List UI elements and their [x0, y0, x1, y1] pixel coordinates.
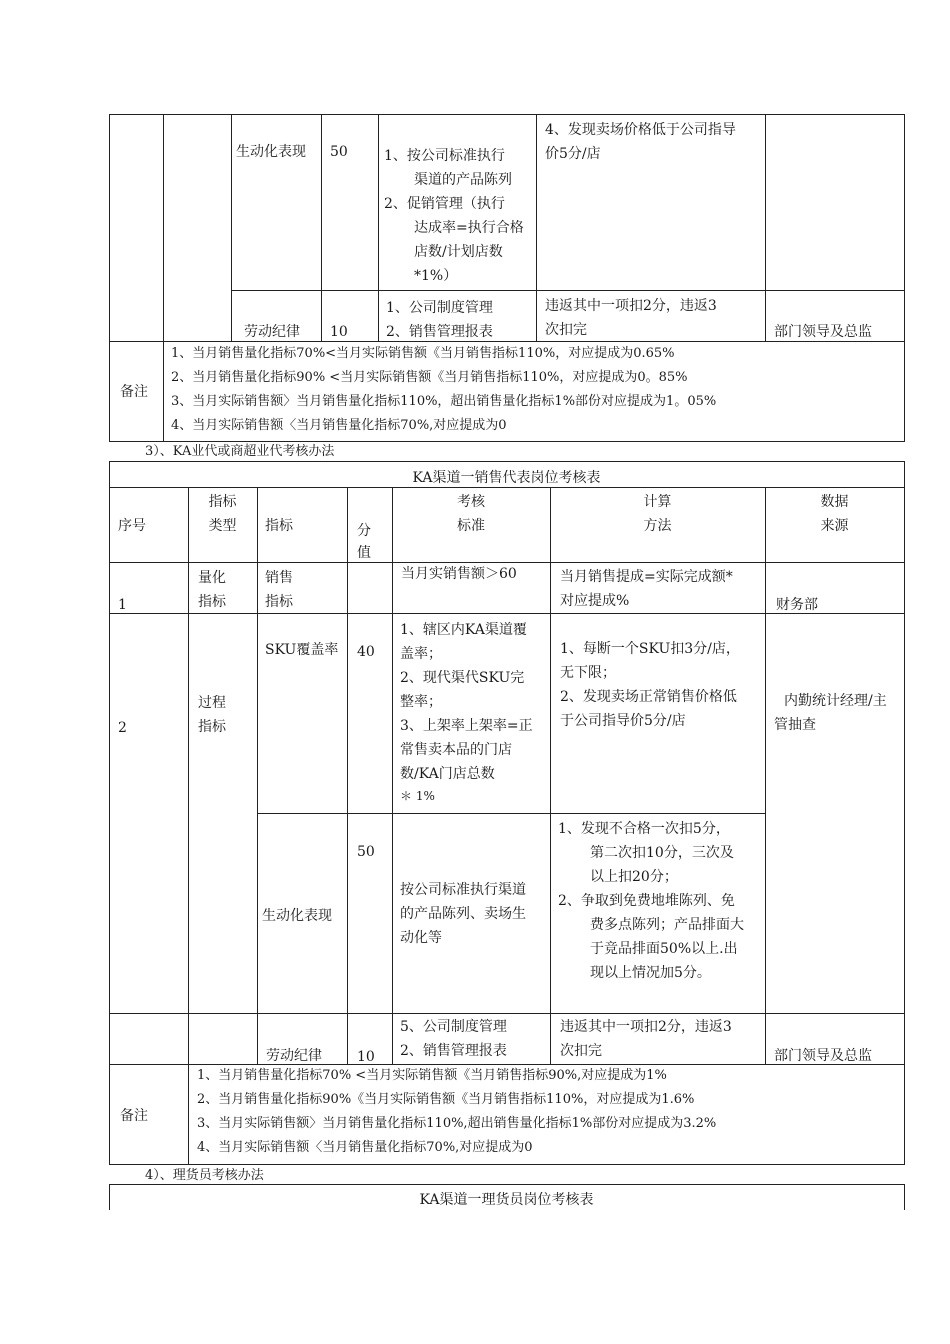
row-standard: 当月实销售额＞60	[401, 566, 517, 582]
method-cell: 违返其中一项扣2分，违返3 次扣完	[545, 298, 717, 338]
note-line: 2、当月销售量化指标90%《当月实际销售额《当月销售指标110%，对应提成为1.6%	[197, 1092, 695, 1107]
method-cell: 4、发现卖场价格低于公司指导 价5分/店	[545, 122, 736, 162]
row-indicator: 劳动纪律	[266, 1048, 322, 1064]
row-indicator: 销售 指标	[265, 570, 293, 610]
row-standard: 1、辖区内KA渠道覆 盖率； 2、现代渠代SKU完 整率； 3、上架率上架率=正 常售卖本品的门店 数/KA门店总数 ＊ 1%	[400, 622, 533, 803]
header-indicator: 指标	[265, 518, 293, 534]
row-seq: 1	[118, 597, 127, 613]
indicator-cell: 生动化表现	[236, 144, 306, 160]
header-standard: 考核 标准	[457, 494, 485, 534]
row-standard: 按公司标准执行渠道 的产品陈列、卖场生 动化等	[400, 882, 526, 946]
table-title: KA渠道一销售代表岗位考核表	[412, 470, 601, 486]
score-cell: 10	[330, 324, 348, 340]
row-type: 量化 指标	[198, 570, 226, 610]
notes-label: 备注	[120, 1108, 148, 1124]
score-cell: 50	[330, 144, 348, 160]
row-score: 50	[357, 844, 375, 860]
note-line: 1、当月销售量化指标70% <当月实际销售额《当月销售指标90%,对应提成为1%	[197, 1068, 667, 1083]
row-source: 部门领导及总监	[774, 1048, 872, 1064]
source-cell: 部门领导及总监	[774, 324, 872, 340]
row-score: 40	[357, 644, 375, 660]
section-heading: 3）、KA业代或商超业代考核办法	[145, 444, 335, 459]
note-line: 4、当月实际销售额〈当月销售量化指标70%,对应提成为0	[171, 418, 507, 433]
notes-list	[197, 1064, 716, 1160]
row-indicator: 生动化表现	[262, 908, 332, 924]
section-heading: 4）、理货员考核办法	[145, 1168, 264, 1183]
header-seq: 序号	[118, 518, 146, 534]
notes-list	[171, 342, 716, 438]
note-line: 2、当月销售量化指标90% <当月实际销售额《当月销售指标110%，对应提成为0。85%	[171, 370, 688, 385]
row-method: 违返其中一项扣2分，违返3 次扣完	[560, 1019, 732, 1059]
note-line: 4、当月实际销售额〈当月销售量化指标70%,对应提成为0	[197, 1140, 533, 1155]
note-line: 1、当月销售量化指标70%<当月实际销售额《当月销售指标110%，对应提成为0.65%	[171, 346, 675, 361]
row-source: 内勤统计经理/主 管抽查	[774, 693, 887, 733]
table-title: KA渠道一理货员岗位考核表	[419, 1192, 594, 1208]
note-line: 3、当月实际销售额〉当月销售量化指标110%，超出销售量化指标1%部份对应提成为1。05%	[171, 394, 717, 409]
indicator-cell: 劳动纪律	[244, 324, 300, 340]
header-type: 指标 类型	[208, 494, 237, 534]
row-method: 1、发现不合格一次扣5分， 第二次扣10分，三次及 以上扣20分； 2、争取到免费地堆陈列、免 费多点陈列；产品排面大 于竞品排面50%以上.出 现以上情况加5分。	[558, 821, 744, 981]
row-type: 过程 指标	[198, 695, 226, 735]
row-seq: 2	[118, 720, 127, 736]
notes-label: 备注	[120, 384, 148, 400]
row-score: 10	[357, 1049, 375, 1065]
row-source: 财务部	[776, 597, 818, 613]
header-source: 数据 来源	[820, 494, 849, 534]
row-standard: 5、公司制度管理 2、销售管理报表	[400, 1019, 507, 1059]
header-method: 计算 方法	[643, 494, 672, 534]
row-method: 当月销售提成=实际完成额* 对应提成%	[560, 569, 733, 609]
row-method: 1、每断一个SKU扣3分/店， 无下限； 2、发现卖场正常销售价格低 于公司指导价5分/店	[560, 641, 740, 729]
row-indicator: SKU覆盖率	[265, 642, 339, 658]
header-score: 分 值	[357, 523, 371, 561]
standard-cell: 1、公司制度管理 2、销售管理报表	[386, 300, 493, 340]
note-line: 3、当月实际销售额〉当月销售量化指标110%,超出销售量化指标1%部份对应提成为3.2%	[197, 1116, 717, 1131]
standard-cell: 1、按公司标准执行 渠道的产品陈列 2、促销管理（执行 达成率=执行合格 店数/计划店数 *1%）	[384, 148, 524, 284]
